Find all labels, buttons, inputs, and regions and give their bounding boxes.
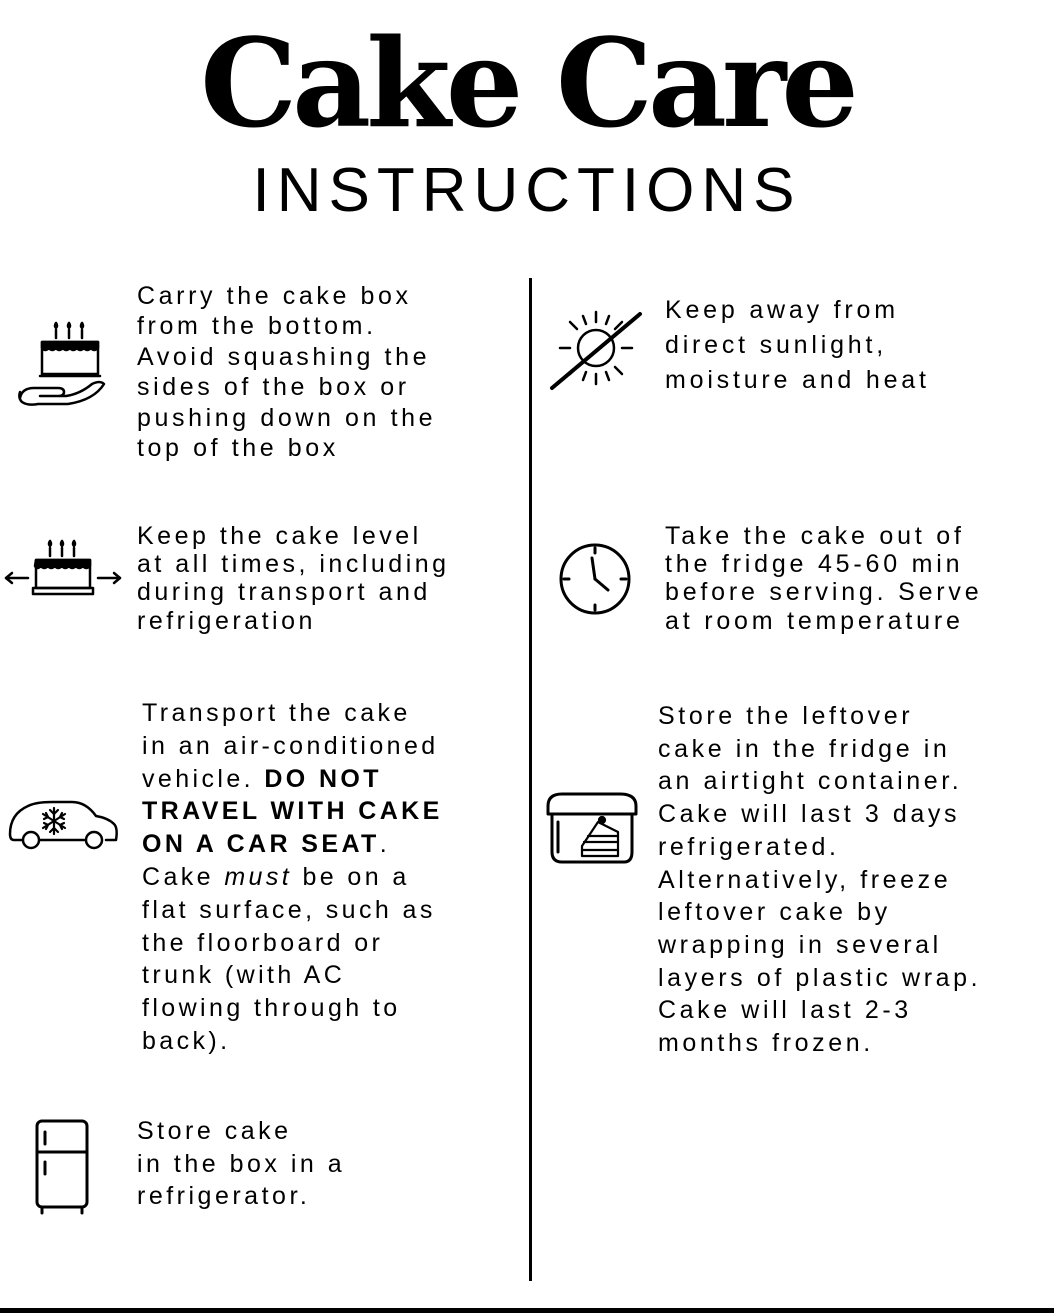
instruction-transport [142, 697, 443, 1058]
clock-icon [556, 540, 634, 618]
transport-text-1: Transport the cake in an air-conditioned vehicle. [142, 699, 439, 793]
no-sunlight-icon [548, 304, 644, 394]
instruction-carry-box: Carry the cake box from the bottom. Avoid squashing the sides of the box or pushing down on the top of the box [137, 282, 437, 463]
instruction-keep-level: Keep the cake level at all times, including during transport and refrigeration [137, 522, 450, 635]
instruction-serve-temperature: Take the cake out of the fridge 45-60 min before serving. Serve at room temperature [665, 522, 983, 635]
cake-in-hand-icon [14, 318, 110, 414]
instruction-leftover-storage: Store the leftover cake in the fridge in an airtight container. Cake will last 3 days refrigerated. Alternatively, freeze leftover cake by wrapping in several layers of plastic wrap. Cake will last 2-3 months frozen. [658, 702, 982, 1058]
transport-emphasis: must [224, 862, 293, 891]
column-divider [529, 278, 532, 1281]
cake-container-icon [544, 788, 644, 868]
page-subtitle: INSTRUCTIONS [252, 156, 802, 225]
transport-text-2: . Cake [142, 830, 391, 891]
transport-text-3: be on a flat surface, such as the floorboard or trunk (with AC flowing through to back). [142, 862, 436, 1055]
fridge-icon [32, 1118, 92, 1216]
bottom-rule [0, 1308, 1054, 1313]
level-cake-icon [4, 538, 124, 602]
instruction-avoid-sunlight: Keep away from direct sunlight, moisture and heat [665, 296, 930, 394]
transport-warning: DO NOT TRAVEL WITH CAKE ON A CAR SEAT [142, 764, 443, 859]
page-title: Cake Care [200, 11, 854, 155]
car-snowflake-icon [8, 796, 120, 856]
instruction-store-fridge: Store cake in the box in a refrigerator. [137, 1117, 346, 1210]
